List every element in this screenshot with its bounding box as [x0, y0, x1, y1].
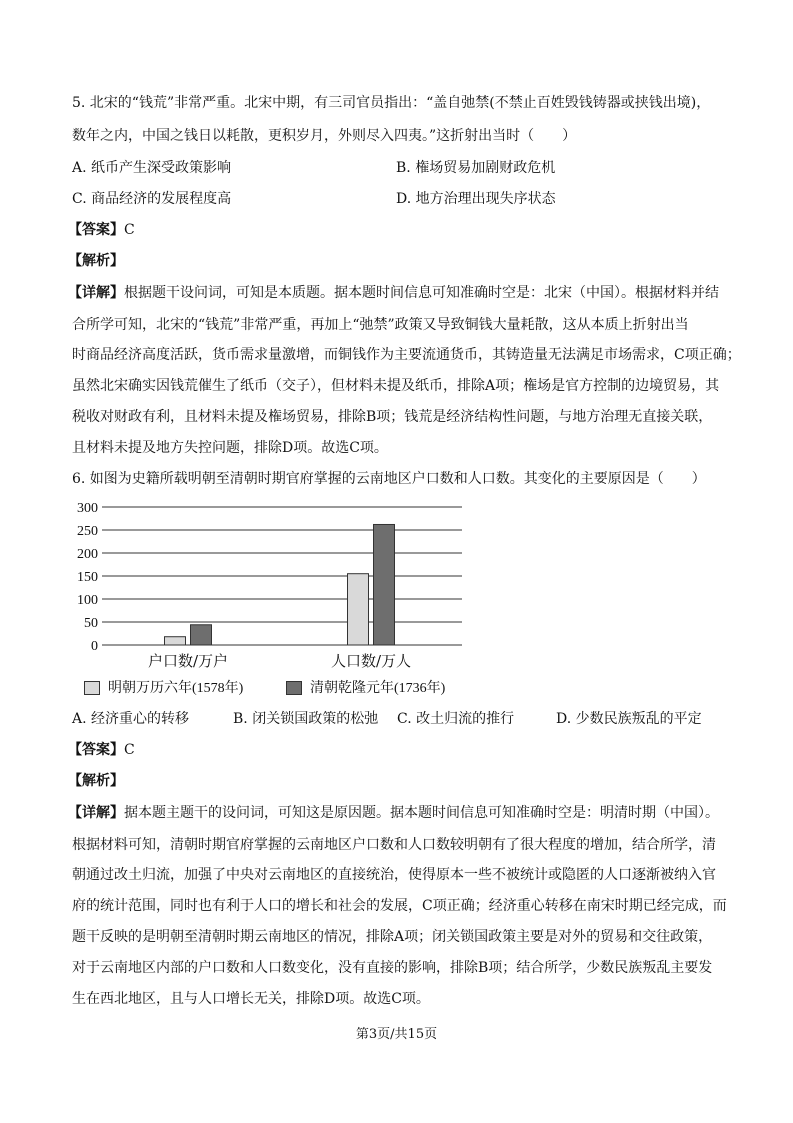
q6-detail-line-6: 对于云南地区内部的户口数和人口数变化，没有直接的影响，排除B项；结合所学，少数民族叛乱主要发 [72, 960, 713, 976]
bar [165, 637, 186, 645]
bar [191, 625, 212, 645]
q6-detail-label: 【详解】 [68, 805, 124, 821]
q5-answer-label: 【答案】 [68, 222, 124, 238]
q6-analysis-label: 【解析】 [68, 773, 124, 789]
q6-option-d: D. 少数民族叛乱的平定 [556, 711, 702, 727]
q5-answer [68, 221, 135, 239]
q6-answer-label: 【答案】 [68, 742, 124, 758]
q5-detail-line-2: 合所学可知，北宋的“钱荒”非常严重，再加上“弛禁”政策又导致铜钱大量耗散，这从本质上折射出当 [72, 317, 689, 333]
legend-label-qing: 清朝乾隆元年(1736年) [310, 681, 446, 696]
legend-label-ming: 明朝万历六年(1578年) [108, 681, 244, 696]
y-tick-label: 0 [91, 639, 98, 654]
q6-answer [68, 741, 135, 759]
legend-swatch-ming [84, 681, 100, 695]
q6-detail-line-4: 府的统计范围，同时也有利于人口的增长和社会的发展，C项正确；经济重心转移在南宋时期已经完成，而 [72, 898, 727, 914]
q6-option-b: B. 闭关锁国政策的松弛 [233, 711, 379, 727]
q5-detail-line-4: 虽然北宋确实因钱荒催生了纸币（交子），但材料未提及纸币，排除A项；権场是官方控制的边境贸易，其 [72, 378, 720, 394]
q5-option-b: B. 権场贸易加剧财政危机 [396, 160, 556, 176]
q6-detail-text-1: 据本题主题干的设问词，可知这是原因题。据本题时间信息可知准确时空是：明清时期（中国）。 [124, 805, 719, 821]
legend-swatch-qing [286, 681, 302, 695]
q6-detail-line-5: 题干反映的是明朝至清朝时期云南地区的情况，排除A项；闭关锁国政策主要是对外的贸易和交往政策， [72, 929, 713, 945]
y-tick-label: 50 [84, 616, 98, 631]
q6-detail-line-7: 生在西北地区，且与人口增长无关，排除D项。故选C项。 [72, 991, 430, 1007]
q5-option-c: C. 商品经济的发展程度高 [72, 191, 232, 207]
x-category-label: 户口数/万户 [147, 652, 229, 670]
q6-stem: 6. 如图为史籍所载明朝至清朝时期官府掌握的云南地区户口数和人口数。其变化的主要原因是（ ） [72, 471, 706, 487]
q5-option-a: A. 纸币产生深受政策影响 [72, 160, 232, 176]
q5-detail-text-1: 根据题干设问词，可知是本质题。据本题时间信息可知准确时空是：北宋（中国）。根据材料并结 [124, 285, 719, 301]
q6-detail-line-2: 根据材料可知，清朝时期官府掌握的云南地区户口数和人口数较明朝有了很大程度的增加，结合所学，清 [72, 837, 716, 853]
q6-option-c: C. 改土归流的推行 [397, 711, 515, 727]
y-tick-label: 150 [77, 570, 98, 585]
q6-detail-line-1 [68, 804, 719, 822]
population-bar-chart [66, 496, 476, 672]
q5-answer-value: C [124, 222, 135, 238]
q5-analysis-label: 【解析】 [68, 253, 124, 269]
q5-detail-line-6: 且材料未提及地方失控问题，排除D项。故选C项。 [72, 440, 388, 456]
q5-stem-line-2: 数年之内，中国之钱日以耗散，更积岁月，外则尽入四夷。”这折射出当时（ ） [72, 128, 577, 144]
q5-detail-label: 【详解】 [68, 285, 124, 301]
y-tick-label: 250 [77, 524, 98, 539]
q5-detail-line-3: 时商品经济高度活跃，货币需求量激增，而铜钱作为主要流通货币，其铸造量无法满足市场需求，C项正确； [72, 347, 741, 363]
q5-option-d: D. 地方治理出现失序状态 [396, 191, 556, 207]
y-tick-label: 100 [77, 593, 98, 608]
q5-stem-line-1: 5. 北宋的“钱荒”非常严重。北宋中期，有三司官员指出：“盖自弛禁(不禁止百姓毁钱铸器或挟钱出境)， [72, 95, 711, 111]
page-footer: 第3页/共15页 [355, 1027, 438, 1042]
q6-answer-value: C [124, 742, 135, 758]
bar [374, 524, 395, 645]
y-tick-label: 300 [77, 501, 98, 516]
q5-detail-line-5: 税收对财政有利，且材料未提及権场贸易，排除B项；钱荒是经济结构性问题，与地方治理无直接关联， [72, 409, 713, 425]
q6-option-a: A. 经济重心的转移 [72, 711, 190, 727]
x-category-label: 人口数/万人 [330, 652, 412, 670]
q5-detail-line-1 [68, 284, 719, 302]
q6-detail-line-3: 朝通过改土归流，加强了中央对云南地区的直接统治，使得原本一些不被统计或隐匿的人口逐渐被纳入官 [72, 867, 716, 883]
y-tick-label: 200 [77, 547, 98, 562]
bar [348, 574, 369, 645]
